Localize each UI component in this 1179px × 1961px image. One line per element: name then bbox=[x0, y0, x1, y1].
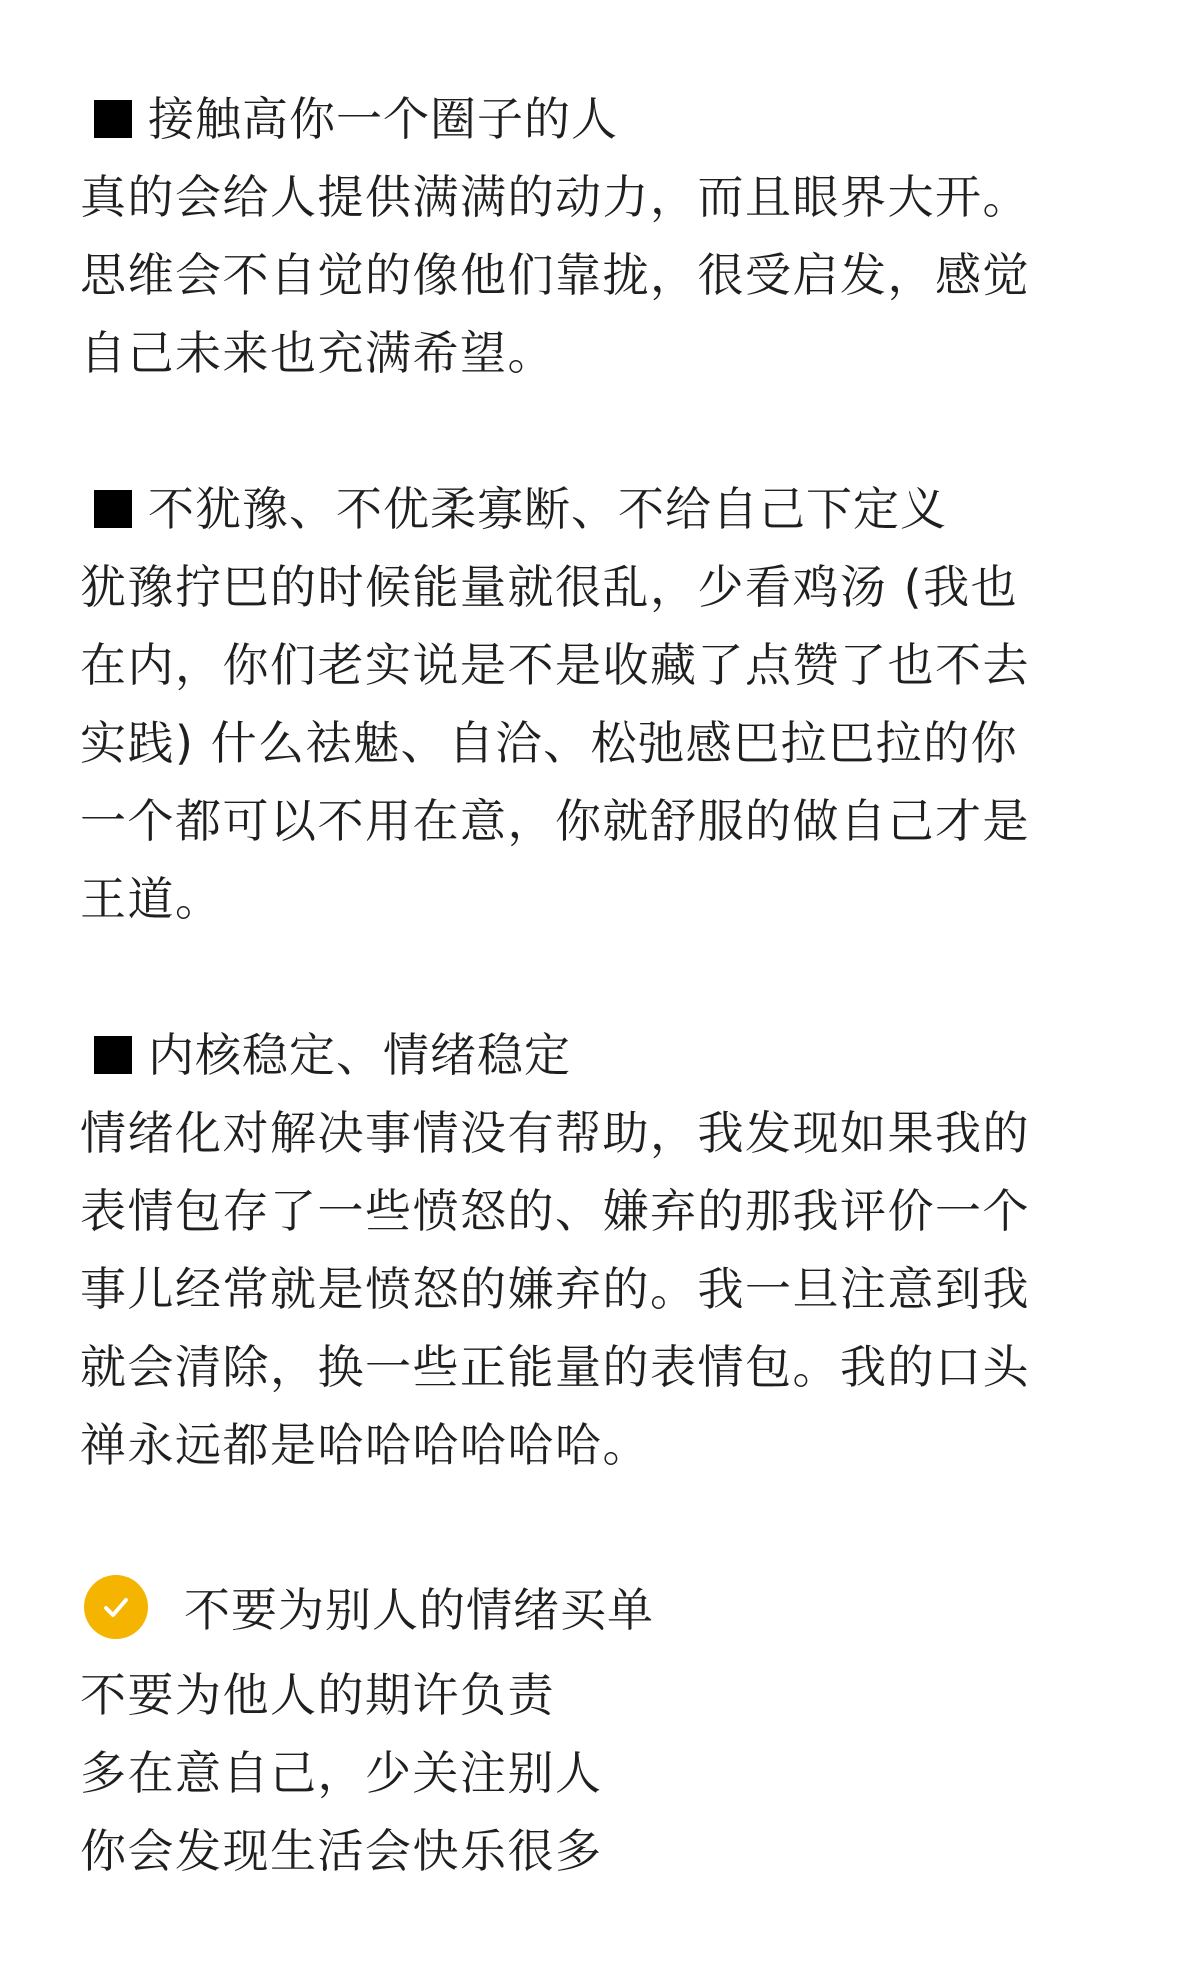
section-body: 犹豫拧巴的时候能量就很乱，少看鸡汤 (我也 在内，你们老实说是不是收藏了点赞了也不去 实践) 什么祛魅、自洽、松弛感巴拉巴拉的你 一个都可以不用在意，你就舒服的做自己才是 王道。 bbox=[80, 560, 1030, 926]
black-square-icon bbox=[94, 490, 132, 528]
check-circle-icon bbox=[84, 1575, 148, 1639]
section-1 bbox=[80, 80, 1100, 392]
check-line: 不要为他人的期许负责 bbox=[80, 1668, 555, 1722]
black-square-icon bbox=[94, 1036, 132, 1074]
section-body: 情绪化对解决事情没有帮助，我发现如果我的 表情包存了一些愤怒的、嫌弃的那我评价一个 事儿经常就是愤怒的嫌弃的。我一旦注意到我 就会清除，换一些正能量的表情包。我的口头 禅永远都是哈哈哈哈哈哈。 bbox=[80, 1106, 1030, 1472]
section-heading-text: 内核稳定、情绪稳定 bbox=[148, 1028, 571, 1082]
section-heading-text: 不犹豫、不优柔寡断、不给自己下定义 bbox=[148, 482, 947, 536]
section-4 bbox=[80, 1562, 1100, 1890]
section-3 bbox=[80, 1016, 1100, 1484]
check-line: 多在意自己，少关注别人 bbox=[80, 1746, 603, 1800]
article-content bbox=[80, 80, 1100, 1890]
check-heading-text: 不要为别人的情绪买单 bbox=[184, 1583, 654, 1637]
check-lines bbox=[80, 1656, 1100, 1890]
black-square-icon bbox=[94, 100, 132, 138]
section-heading bbox=[80, 80, 1100, 158]
check-heading bbox=[80, 1562, 1100, 1652]
section-heading bbox=[80, 1016, 1100, 1094]
section-body: 真的会给人提供满满的动力，而且眼界大开。 思维会不自觉的像他们靠拢，很受启发，感觉 自己未来也充满希望。 bbox=[80, 170, 1030, 380]
section-2 bbox=[80, 470, 1100, 938]
section-heading bbox=[80, 470, 1100, 548]
section-heading-text: 接触高你一个圈子的人 bbox=[148, 92, 618, 146]
check-line: 你会发现生活会快乐很多 bbox=[80, 1824, 603, 1878]
